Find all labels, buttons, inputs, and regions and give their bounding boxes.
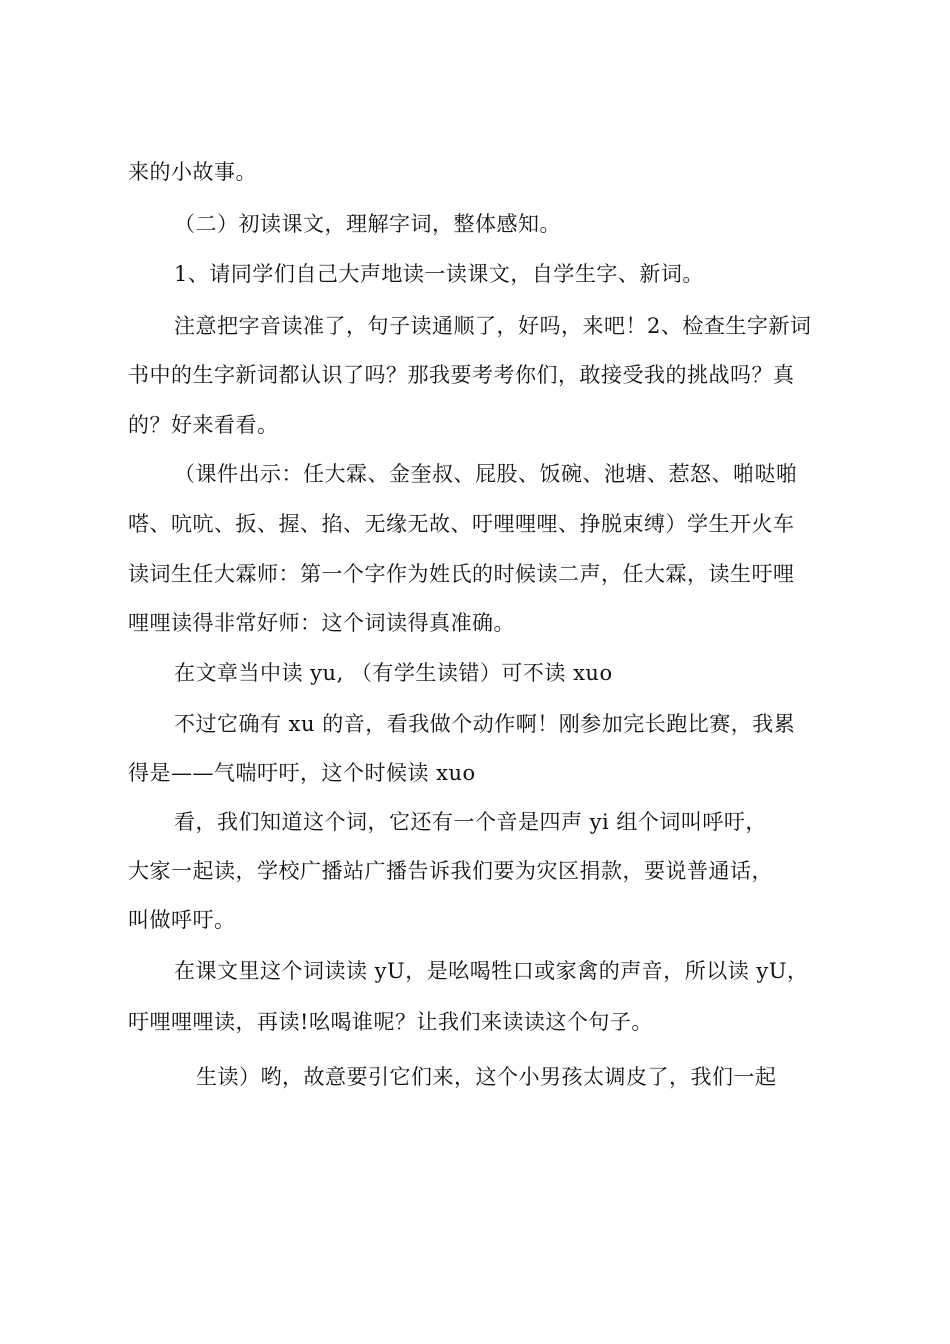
- text-line: 在课文里这个词读读 yU，是吆喝牲口或家禽的声音，所以读 yU，: [174, 959, 809, 983]
- text-line: 得是——气喘吁吁，这个时候读 xuo: [128, 761, 476, 785]
- text-line: 哩哩读得非常好师：这个词读得真准确。: [128, 611, 515, 635]
- text-line: 的？好来看看。: [128, 413, 279, 437]
- text-line: 在文章当中读 yu, （有学生读错）可不读 xuo: [174, 661, 613, 685]
- text-line: 注意把字音读准了，句子读通顺了，好吗，来吧！2、检查生字新词: [174, 314, 812, 338]
- text-line: 不过它确有 xu 的音，看我做个动作啊！刚参加完长跑比赛，我累: [174, 712, 796, 736]
- text-line: 读词生任大霖师：第一个字作为姓氏的时候读二声，任大霖，读生吁哩: [128, 562, 795, 586]
- text-line: 叫做呼吁。: [128, 908, 236, 932]
- text-line: 1、请同学们自己大声地读一读课文，自学生字、新词。: [174, 262, 704, 286]
- text-line: 嗒、吭吭、扳、握、掐、无缘无故、吁哩哩哩、挣脱束缚）学生开火车: [128, 512, 795, 536]
- text-line: 生读）哟，故意要引它们来，这个小男孩太调皮了，我们一起: [196, 1065, 777, 1089]
- text-line: 看，我们知道这个词，它还有一个音是四声 yi 组个词叫呼吁，: [174, 810, 767, 834]
- text-line: （课件出示：任大霖、金奎叔、屁股、饭碗、池塘、惹怒、啪哒啪: [174, 462, 798, 486]
- text-line: 大家一起读，学校广播站广播告诉我们要为灾区捐款，要说普通话，: [128, 859, 773, 883]
- section-heading: （二）初读课文，理解字词，整体感知。: [174, 212, 561, 236]
- text-line: 吁哩哩哩读，再读!吆喝谁呢？让我们来读读这个句子。: [128, 1010, 653, 1034]
- text-line: 来的小故事。: [128, 160, 257, 184]
- text-line: 书中的生字新词都认识了吗？那我要考考你们，敢接受我的挑战吗？真: [128, 363, 795, 387]
